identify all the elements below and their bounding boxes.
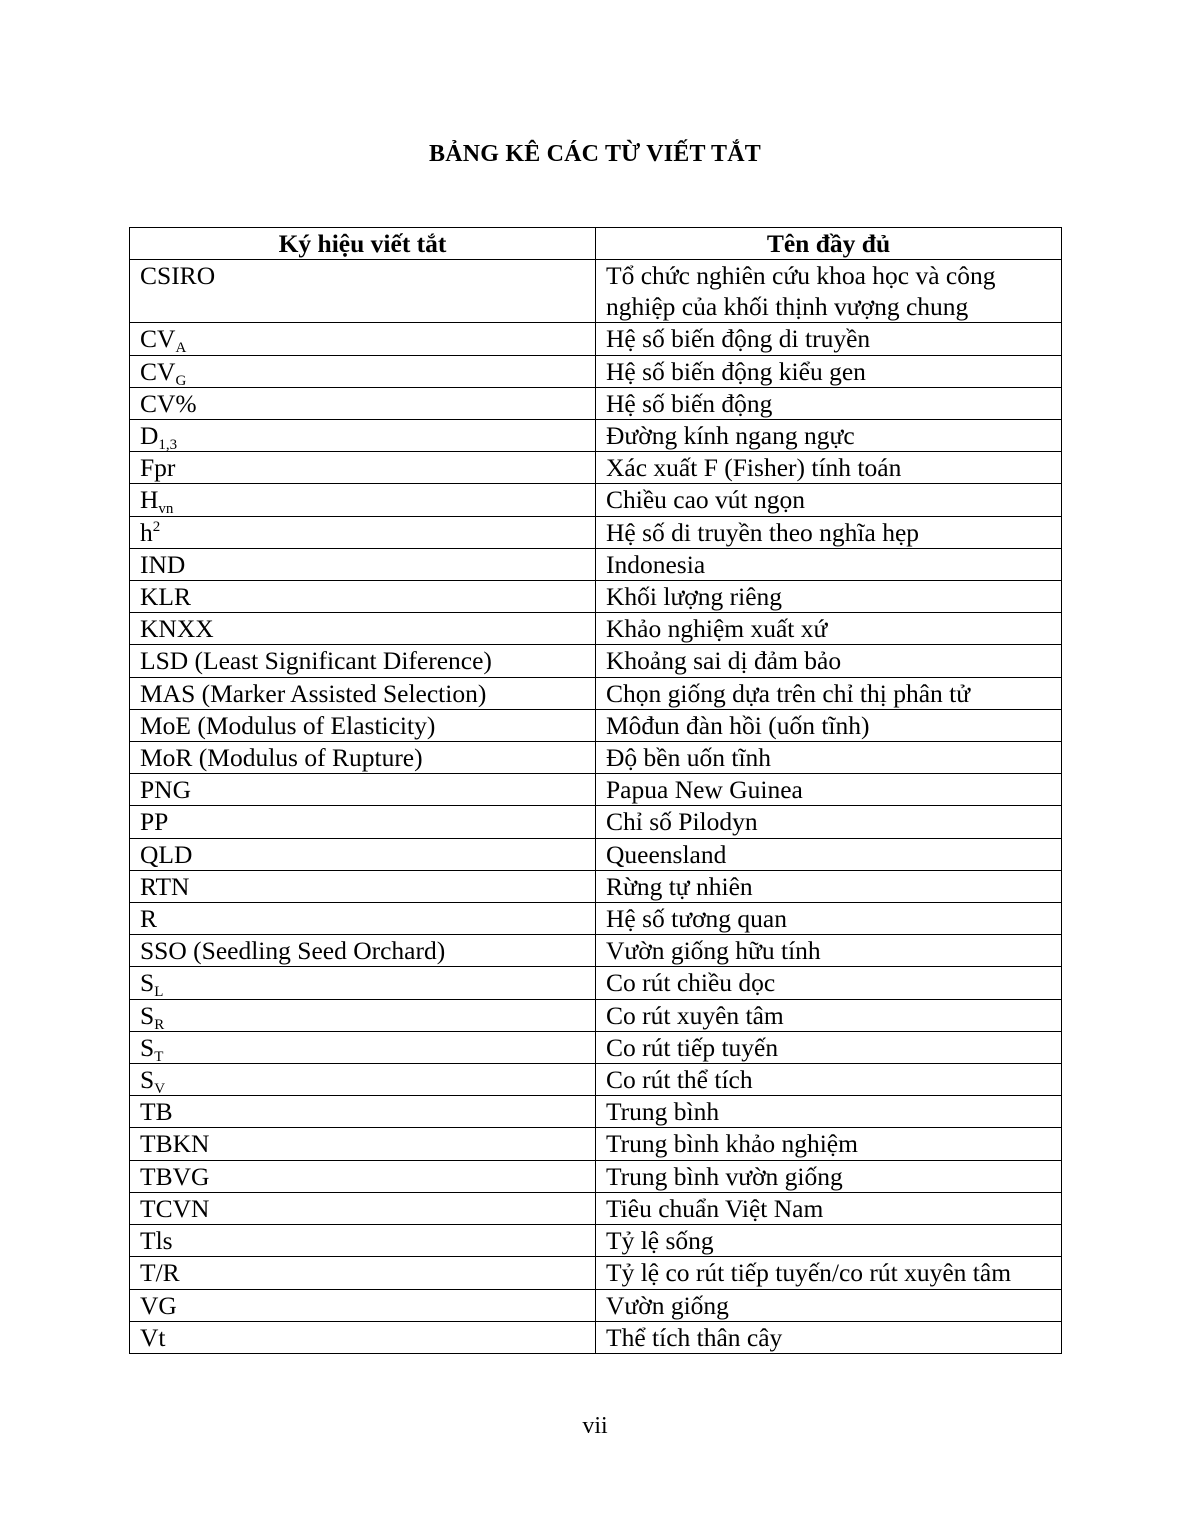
symbol-subscript: V — [154, 1081, 166, 1098]
symbol-subscript: G — [175, 372, 187, 389]
symbol-text: CSIRO — [140, 261, 216, 290]
symbol-text: KLR — [140, 582, 191, 612]
table-row — [130, 516, 1062, 548]
table-header-row — [130, 228, 1062, 260]
page-number: vii — [582, 1413, 608, 1439]
abbreviation-symbol — [130, 1160, 596, 1192]
table-row — [130, 387, 1062, 419]
symbol-text: MoE (Modulus of Elasticity) — [140, 710, 436, 740]
table-row — [130, 935, 1062, 967]
symbol-subscript: T — [154, 1048, 164, 1065]
table-row — [130, 806, 1062, 838]
abbreviation-full-name: Papua New Guinea — [596, 774, 1062, 806]
abbreviation-symbol — [130, 516, 596, 548]
column-header-full-name: Tên đầy đủ — [596, 228, 1062, 260]
table-row — [130, 420, 1062, 452]
abbreviation-symbol — [130, 1064, 596, 1096]
table-row — [130, 1160, 1062, 1192]
abbreviation-symbol — [130, 260, 596, 323]
symbol-subscript: 1,3 — [158, 437, 178, 454]
table-row — [130, 967, 1062, 999]
abbreviation-symbol — [130, 452, 596, 484]
symbol-text: PNG — [140, 775, 192, 805]
abbreviation-full-name: Khối lượng riêng — [596, 581, 1062, 613]
table-row — [130, 548, 1062, 580]
abbreviation-symbol — [130, 1257, 596, 1289]
symbol-subscript: R — [154, 1016, 165, 1033]
table-row — [130, 1128, 1062, 1160]
symbol-text: QLD — [140, 839, 193, 869]
abbreviation-symbol — [130, 903, 596, 935]
abbreviation-symbol — [130, 1321, 596, 1353]
abbreviation-symbol — [130, 645, 596, 677]
symbol-text: PP — [140, 807, 169, 837]
abbreviation-full-name: Indonesia — [596, 548, 1062, 580]
abbreviation-full-name: Hệ số biến động — [596, 387, 1062, 419]
symbol-text: D — [140, 421, 159, 451]
abbreviation-symbol — [130, 1031, 596, 1063]
abbreviation-symbol — [130, 1225, 596, 1257]
abbreviation-full-name: Co rút thể tích — [596, 1064, 1062, 1096]
abbreviation-full-name: Vườn giống hữu tính — [596, 935, 1062, 967]
abbreviation-symbol — [130, 806, 596, 838]
abbreviation-full-name: Thể tích thân cây — [596, 1321, 1062, 1353]
abbreviation-symbol — [130, 420, 596, 452]
abbreviation-full-name: Vườn giống — [596, 1289, 1062, 1321]
table-row — [130, 1192, 1062, 1224]
abbreviation-symbol — [130, 1289, 596, 1321]
table-row — [130, 999, 1062, 1031]
abbreviation-full-name: Hệ số tương quan — [596, 903, 1062, 935]
table-row — [130, 355, 1062, 387]
abbreviation-full-name: Môđun đàn hồi (uốn tĩnh) — [596, 709, 1062, 741]
abbreviation-full-name: Chiều cao vút ngọn — [596, 484, 1062, 516]
table-row — [130, 1321, 1062, 1353]
abbreviation-symbol — [130, 935, 596, 967]
abbreviation-full-name: Trung bình khảo nghiệm — [596, 1128, 1062, 1160]
table-row — [130, 838, 1062, 870]
table-row — [130, 1031, 1062, 1063]
symbol-text: S — [140, 1032, 155, 1062]
table-row — [130, 581, 1062, 613]
symbol-text: T/R — [140, 1258, 180, 1288]
table-row — [130, 903, 1062, 935]
symbol-subscript: A — [175, 340, 187, 357]
abbreviation-full-name: Đường kính ngang ngực — [596, 420, 1062, 452]
abbreviation-full-name: Rừng tự nhiên — [596, 870, 1062, 902]
symbol-text: KNXX — [140, 614, 214, 644]
symbol-text: CV — [140, 356, 176, 386]
abbreviation-symbol — [130, 838, 596, 870]
symbol-text: VG — [140, 1290, 177, 1320]
table-row — [130, 1064, 1062, 1096]
table-row — [130, 774, 1062, 806]
abbreviation-symbol — [130, 484, 596, 516]
symbol-text: SSO (Seedling Seed Orchard) — [140, 936, 446, 966]
symbol-text: h — [140, 517, 153, 547]
column-header-symbol: Ký hiệu viết tắt — [130, 228, 596, 260]
symbol-text: S — [140, 1000, 155, 1030]
symbol-text: MoR (Modulus of Rupture) — [140, 743, 423, 773]
symbol-text: LSD (Least Significant Diference) — [140, 646, 492, 676]
symbol-text: RTN — [140, 871, 190, 901]
table-row — [130, 260, 1062, 323]
abbreviation-full-name: Hệ số di truyền theo nghĩa hẹp — [596, 516, 1062, 548]
table-row — [130, 645, 1062, 677]
abbreviation-symbol — [130, 1096, 596, 1128]
symbol-text: MAS (Marker Assisted Selection) — [140, 678, 487, 708]
abbreviation-symbol — [130, 613, 596, 645]
table-row — [130, 1096, 1062, 1128]
abbreviation-full-name: Hệ số biến động di truyền — [596, 323, 1062, 355]
abbreviation-symbol — [130, 355, 596, 387]
table-row — [130, 1225, 1062, 1257]
abbreviation-symbol — [130, 967, 596, 999]
abbreviation-symbol — [130, 1192, 596, 1224]
symbol-text: Tls — [140, 1226, 173, 1256]
symbol-text: TBVG — [140, 1161, 210, 1191]
abbreviation-full-name: Tổ chức nghiên cứu khoa học và công nghiệp của khối thịnh vượng chung — [596, 260, 1062, 323]
table-body — [130, 260, 1062, 1354]
symbol-text: Vt — [140, 1322, 166, 1352]
table-row — [130, 323, 1062, 355]
symbol-subscript: vn — [158, 501, 174, 518]
abbreviation-symbol — [130, 387, 596, 419]
abbreviation-full-name: Độ bền uốn tĩnh — [596, 742, 1062, 774]
abbreviation-full-name: Co rút xuyên tâm — [596, 999, 1062, 1031]
symbol-text: S — [140, 1065, 155, 1095]
table-row — [130, 1257, 1062, 1289]
abbreviation-symbol — [130, 677, 596, 709]
table-row — [130, 870, 1062, 902]
table-row — [130, 1289, 1062, 1321]
table-row — [130, 484, 1062, 516]
abbreviation-full-name: Tỷ lệ co rút tiếp tuyến/co rút xuyên tâm — [596, 1257, 1062, 1289]
table-row — [130, 613, 1062, 645]
abbreviation-table — [129, 227, 1062, 1354]
symbol-text: CV% — [140, 388, 197, 418]
abbreviation-symbol — [130, 709, 596, 741]
symbol-text: TBKN — [140, 1129, 210, 1159]
page-title: BẢNG KÊ CÁC TỪ VIẾT TẮT — [428, 141, 762, 167]
abbreviation-full-name: Trung bình vườn giống — [596, 1160, 1062, 1192]
table-row — [130, 742, 1062, 774]
abbreviation-full-name: Xác xuất F (Fisher) tính toán — [596, 452, 1062, 484]
abbreviation-full-name: Khoảng sai dị đảm bảo — [596, 645, 1062, 677]
abbreviation-full-name: Tỷ lệ sống — [596, 1225, 1062, 1257]
table-row — [130, 709, 1062, 741]
abbreviation-full-name: Chỉ số Pilodyn — [596, 806, 1062, 838]
symbol-text: S — [140, 968, 155, 998]
abbreviation-symbol — [130, 323, 596, 355]
abbreviation-symbol — [130, 1128, 596, 1160]
table-row — [130, 677, 1062, 709]
abbreviation-full-name: Chọn giống dựa trên chỉ thị phân tử — [596, 677, 1062, 709]
abbreviation-full-name: Hệ số biến động kiểu gen — [596, 355, 1062, 387]
symbol-text: H — [140, 485, 159, 515]
abbreviation-symbol — [130, 870, 596, 902]
symbol-text: CV — [140, 324, 176, 354]
symbol-text: TCVN — [140, 1193, 210, 1223]
abbreviation-full-name: Co rút chiều dọc — [596, 967, 1062, 999]
symbol-text: TB — [140, 1097, 173, 1127]
table-row — [130, 452, 1062, 484]
abbreviation-symbol — [130, 774, 596, 806]
abbreviation-symbol — [130, 742, 596, 774]
symbol-text: IND — [140, 549, 186, 579]
abbreviation-symbol — [130, 581, 596, 613]
symbol-text: Fpr — [140, 453, 176, 483]
abbreviation-symbol — [130, 548, 596, 580]
symbol-subscript: L — [154, 984, 164, 1001]
abbreviation-full-name: Khảo nghiệm xuất xứ — [596, 613, 1062, 645]
abbreviation-symbol — [130, 999, 596, 1031]
abbreviation-full-name: Co rút tiếp tuyến — [596, 1031, 1062, 1063]
symbol-superscript: 2 — [152, 518, 161, 535]
symbol-text: R — [140, 904, 158, 934]
abbreviation-full-name: Tiêu chuẩn Việt Nam — [596, 1192, 1062, 1224]
abbreviation-full-name: Trung bình — [596, 1096, 1062, 1128]
abbreviation-full-name: Queensland — [596, 838, 1062, 870]
